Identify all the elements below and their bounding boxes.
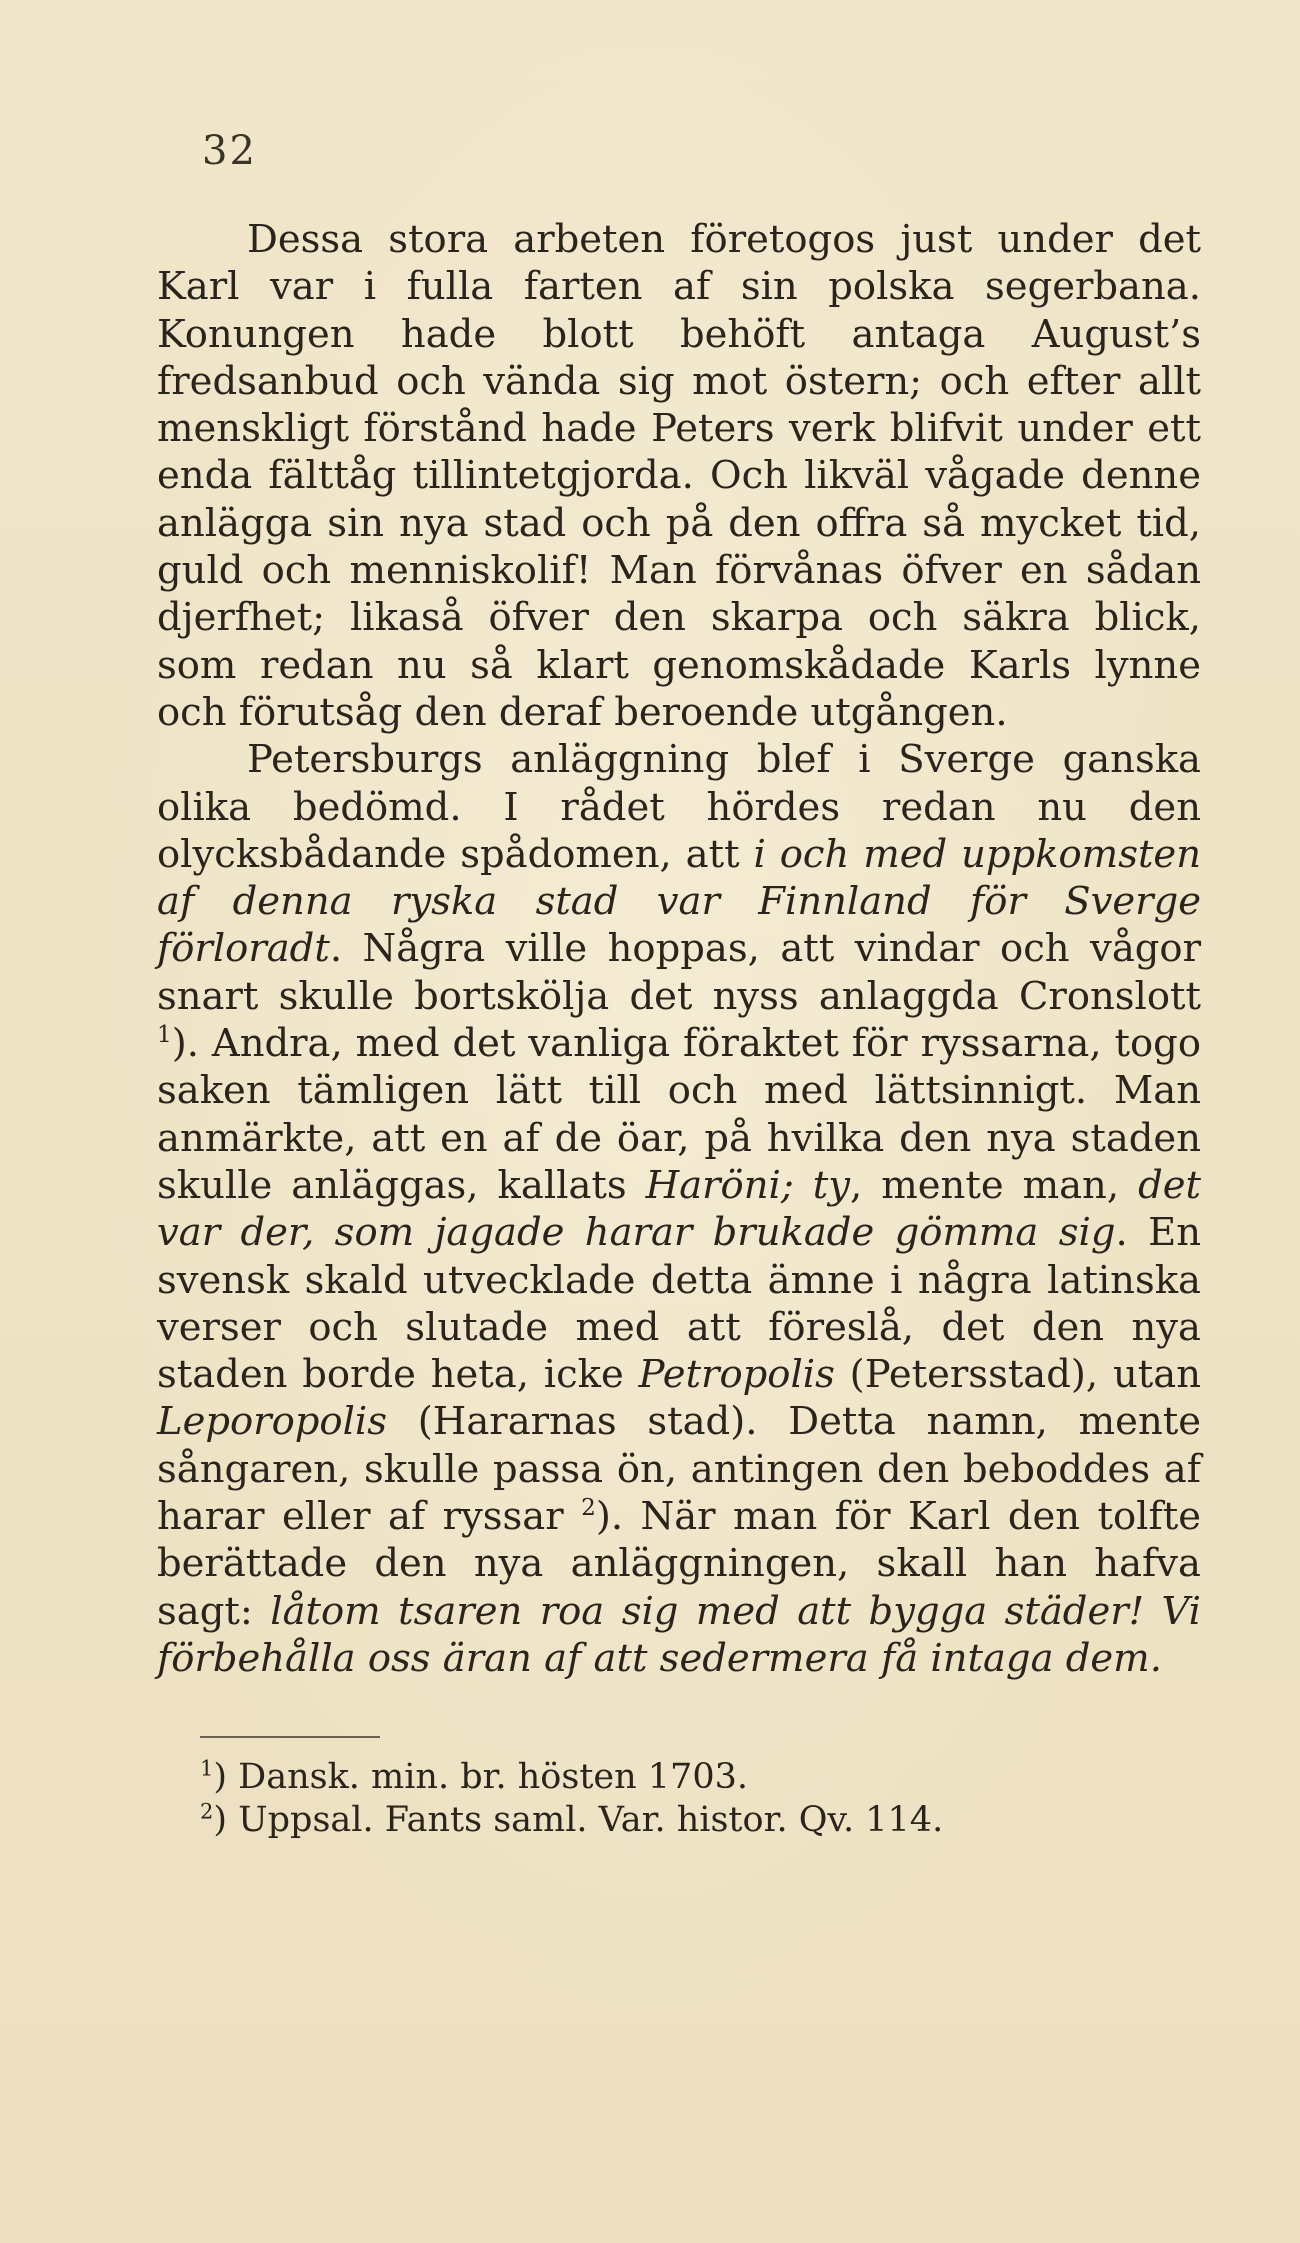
paragraph-2-text: . Några ville hoppas, att vindar och vågor snart skulle bortskölja det nyss anlaggda Cronslott (157, 926, 1201, 1019)
paragraph-2-text: ). Andra, med det vanliga föraktet för ryssarna, togo saken tämligen lätt till och med lättsinnigt. Man anmärkte, att en af de öar, på hvilka den nya staden skulle anläggas, kallats (157, 1021, 1201, 1208)
paragraph-2-text: . En svensk skald utvecklade detta ämne i några latinska verser och slutade med att föreslå, det den nya staden borde heta, icke (157, 1210, 1201, 1398)
paragraph-2-text: Petersburgs anläggning blef i Sverge ganska olika bedömd. I rådet hördes redan nu den olycksbådande spådomen, att (157, 737, 1201, 877)
footnote-ref-1: 1 (157, 1022, 172, 1049)
italic-phrase: det var der, som jagade harar brukade gömma sig (157, 1162, 1201, 1256)
paragraph-2 (157, 736, 1201, 1682)
italic-phrase: Haröni; ty (645, 1162, 851, 1208)
footnotes (200, 1756, 943, 1842)
page-number: 32 (202, 128, 257, 174)
italic-phrase: låtom tsaren roa sig med att bygga städer! Vi förbehålla oss äran af att sedermera få intaga dem. (157, 1588, 1201, 1681)
footnote-text: ) Uppsal. Fants saml. Var. histor. Qv. 114. (213, 1800, 944, 1840)
footnote-text: ) Dansk. min. br. hösten 1703. (213, 1757, 748, 1797)
paragraph-2-text: ). När man för Karl den tolfte berättade den nya anläggningen, skall han hafva sagt: (157, 1494, 1202, 1634)
paragraph-2-text: (Hararnas stad). Detta namn, mente sångaren, skulle passa ön, antingen den beboddes af harar eller af ryssar (157, 1399, 1201, 1540)
paragraph-2-text: , mente man, (850, 1162, 1139, 1208)
italic-phrase: i och med uppkomsten af denna ryska stad var Finnland för Sverge förloradt (157, 831, 1201, 972)
footnote-2 (200, 1799, 943, 1842)
paragraph-2-text: (Petersstad), utan (834, 1352, 1201, 1398)
italic-phrase: Petropolis (638, 1352, 835, 1398)
body-text (157, 216, 1201, 1682)
footnote-1 (200, 1756, 943, 1799)
paragraph-1-text: Dessa stora arbeten företogos just under det Karl var i fulla farten af sin polska segerbana. Konungen hade blott behöft antaga August’s fredsanbud och vända sig mot östern; och efter allt menskligt förstånd hade Peters verk blifvit under ett enda fälttåg tillintetgjorda. Och likväl vågade denne anlägga sin nya stad och på den offra så mycket tid, guld och menniskolif! Man förvånas öfver en sådan djerfhet; likaså öfver den skarpa och säkra blick, som redan nu så klart genomskådade Karls lynne och förutsåg den deraf beroende utgången. (157, 217, 1201, 735)
paragraph-1 (157, 216, 1201, 736)
footnote-ref-2: 2 (581, 1495, 596, 1522)
footnote-mark: 1 (200, 1756, 214, 1781)
footnote-divider (200, 1736, 380, 1738)
italic-phrase: Leporopolis (157, 1399, 387, 1445)
footnote-mark: 2 (200, 1799, 214, 1824)
